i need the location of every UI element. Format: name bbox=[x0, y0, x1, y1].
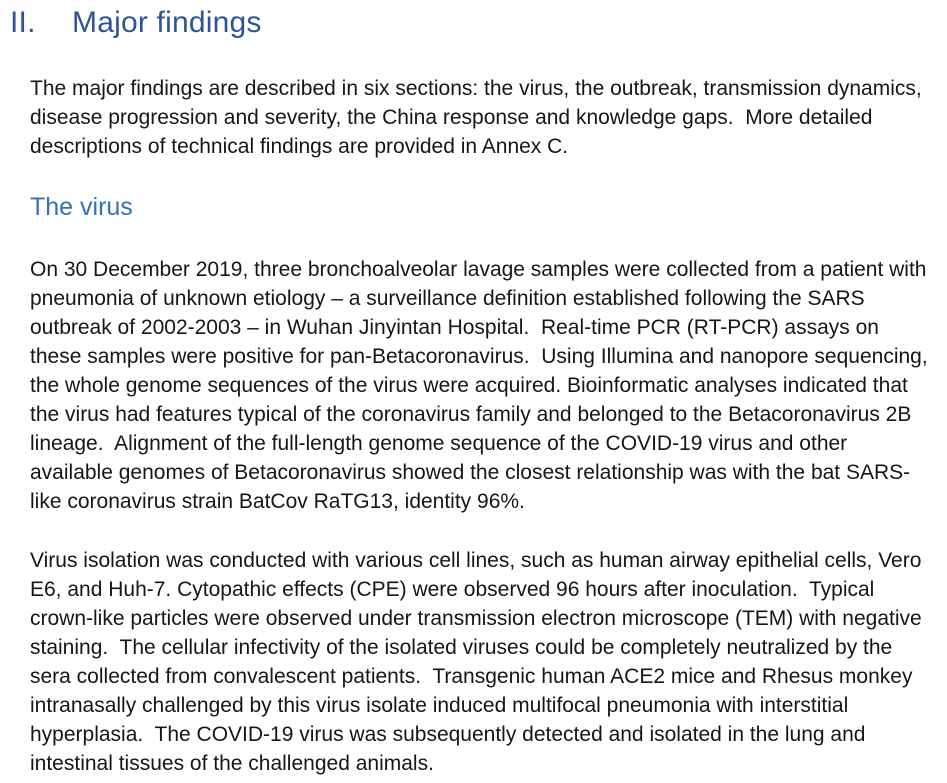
subsection-heading-the-virus: The virus bbox=[30, 193, 133, 221]
virus-paragraph-1: On 30 December 2019, three bronchoalveolar lavage samples were collected from a patient with pneumonia of unknown etiology – a surveillance definition established following the SARS outbreak of 2002-2003 – in Wuhan Jinyintan Hospital. Real-time PCR (RT-PCR) assays on these samples were positive for pan-Betacoronavirus. Using Illumina and nanopore sequencing, the whole genome sequences of the virus were acquired. Bioinformatic analyses indicated that the virus had features typical of the coronavirus family and belonged to the Betacoronavirus 2B lineage. Alignment of the full-length genome sequence of the COVID-19 virus and other available genomes of Betacoronavirus showed the closest relationship was with the bat SARS-like coronavirus strain BatCov RaTG13, identity 96%. bbox=[30, 258, 934, 513]
section-heading-title: Major findings bbox=[72, 6, 262, 39]
section-heading-numeral: II. bbox=[10, 6, 36, 39]
section-heading bbox=[10, 6, 929, 40]
intro-paragraph: The major findings are described in six sections: the virus, the outbreak, transmission dynamics, disease progression and severity, the China response and knowledge gaps. More detailed descriptions of technical findings are provided in Annex C. bbox=[30, 77, 928, 158]
virus-paragraph-2: Virus isolation was conducted with various cell lines, such as human airway epithelial cells, Vero E6, and Huh-7. Cytopathic effects (CPE) were observed 96 hours after inoculation. Typical crown-like particles were observed under transmission electron microscope (TEM) with negative staining. The cellular infectivity of the isolated viruses could be completely neutralized by the sera collected from convalescent patients. Transgenic human ACE2 mice and Rhesus monkey intranasally challenged by this virus isolate induced multifocal pneumonia with interstitial hyperplasia. The COVID-19 virus was subsequently detected and isolated in the lung and intestinal tissues of the challenged animals. bbox=[30, 549, 928, 775]
